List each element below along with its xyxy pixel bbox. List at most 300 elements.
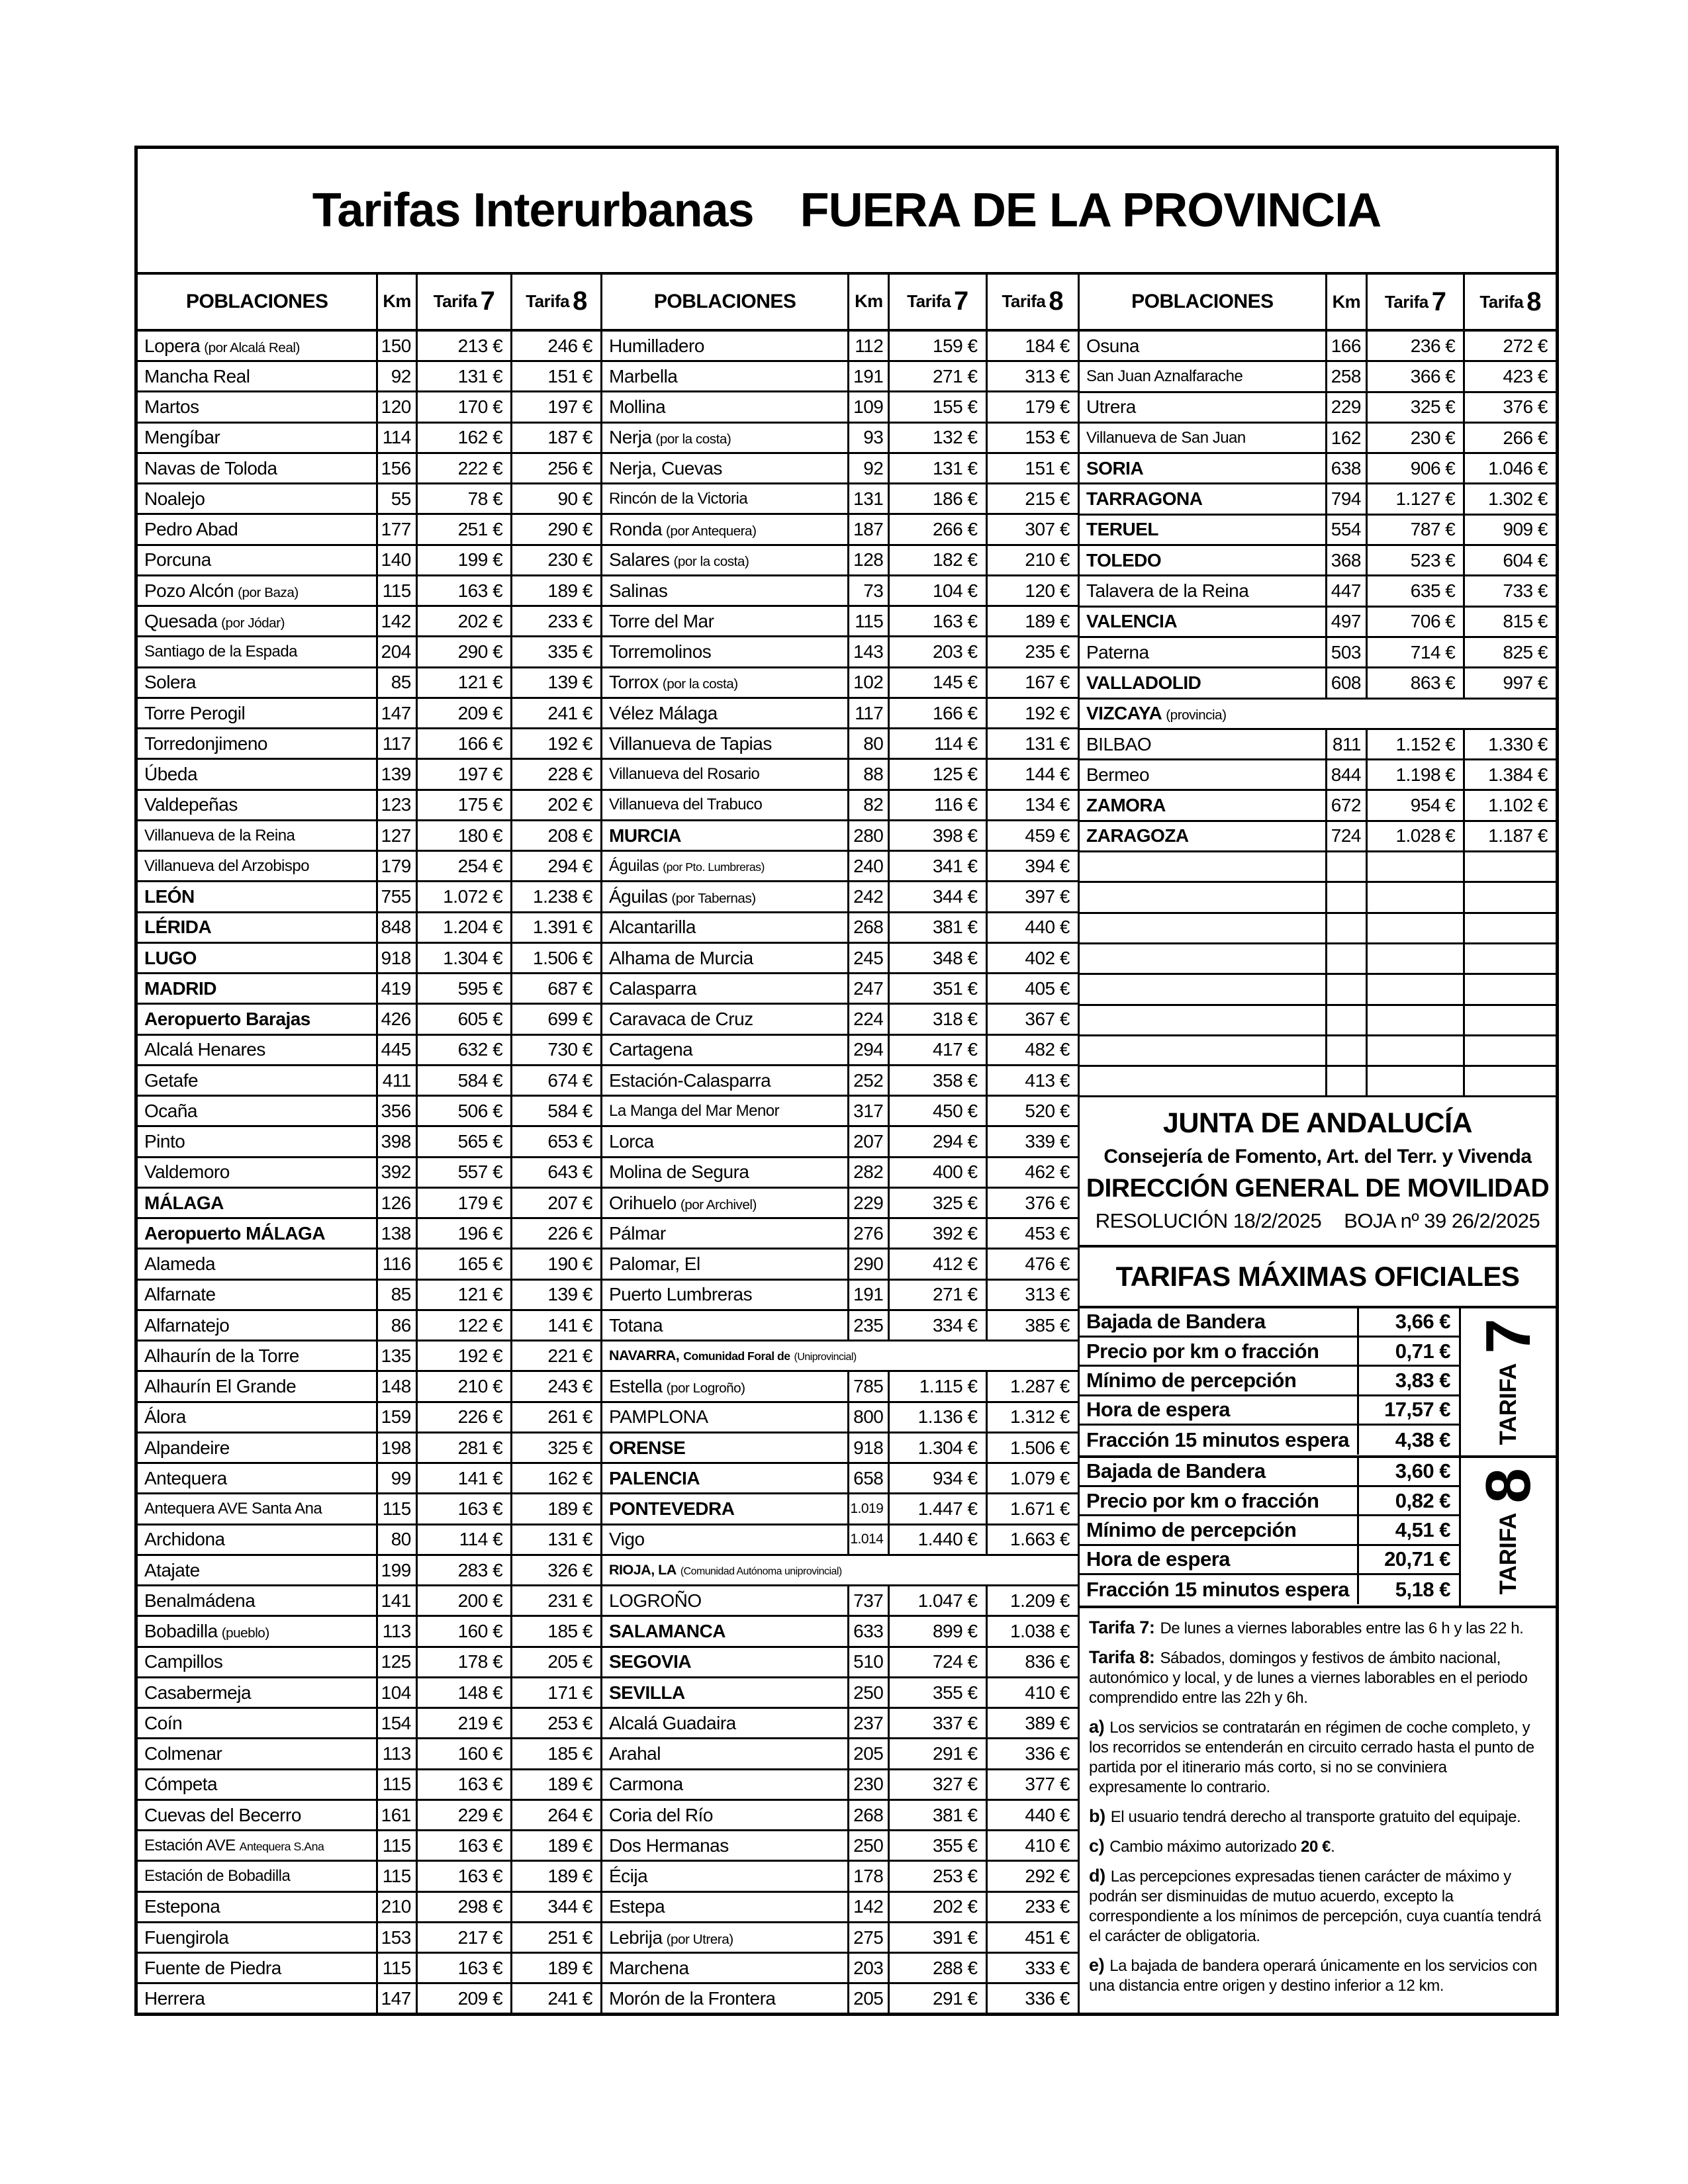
poblacion-name: RIOJA, LA (Comunidad Autónoma uniprovincial) (609, 1562, 842, 1578)
poblacion-name: Vélez Málaga (609, 702, 718, 723)
km-cell (378, 1648, 417, 1676)
tarifa7-cell (418, 1097, 512, 1125)
tarifa8-cell (512, 1189, 600, 1217)
poblacion-name: Carmona (609, 1774, 683, 1795)
poblacion-name: Alhaurín El Grande (144, 1376, 297, 1397)
km-cell (378, 1158, 417, 1187)
tarifa7-value: 166 € (457, 733, 503, 754)
km-cell (849, 1586, 890, 1615)
km-cell (1327, 546, 1368, 574)
tarifa8-value: 189 € (547, 1774, 592, 1795)
tarifa8-cell (512, 362, 600, 390)
poblacion-cell (138, 882, 378, 911)
tarifa7-value: 166 € (932, 702, 978, 723)
tarifa8-cell (512, 332, 600, 360)
tarifa8-value: 476 € (1025, 1253, 1070, 1275)
poblacion-cell (138, 546, 378, 574)
tarifa7-cell (1368, 791, 1465, 819)
poblacion-name: Fuengirola (144, 1927, 229, 1948)
tarifa8-value: 376 € (1503, 396, 1548, 418)
table-row (138, 699, 600, 729)
poblacion-name: Colmenar (144, 1743, 222, 1764)
tarifa7-value: 337 € (932, 1712, 978, 1733)
header-poblaciones: POBLACIONES (1080, 275, 1327, 329)
tarifa7-value: 1.440 € (917, 1529, 978, 1550)
km-value: 117 (382, 733, 411, 754)
poblacion-name: Marbella (609, 365, 678, 387)
km-cell (849, 974, 890, 1003)
poblacion-cell (602, 332, 849, 360)
tarifa7-value: 355 € (932, 1835, 978, 1856)
km-value: 794 (1331, 488, 1361, 510)
tarifa7-value: 899 € (932, 1621, 978, 1642)
poblacion-cell (602, 1831, 849, 1860)
km-cell (378, 424, 417, 452)
km-cell (849, 1893, 890, 1921)
table-row (138, 791, 600, 821)
tarifa7-cell (418, 454, 512, 482)
poblacion-cell (138, 1219, 378, 1248)
tarifa8-value: 909 € (1503, 519, 1548, 540)
km-cell (849, 1739, 890, 1768)
tarifa8-cell (512, 729, 600, 758)
poblacion-cell (1080, 668, 1327, 697)
km-value: 224 (853, 1009, 884, 1030)
km-cell (378, 362, 417, 390)
tarifa7-cell (890, 1250, 987, 1278)
tarifa7-cell (418, 882, 512, 911)
tarifa8-cell (512, 1097, 600, 1125)
header-km: Km (378, 275, 417, 329)
km-value: 153 (381, 1927, 411, 1948)
km-cell (1327, 1036, 1368, 1065)
tarifa8-cell (988, 362, 1078, 390)
tarifa7-value: 197 € (457, 764, 503, 785)
table-row (602, 791, 1078, 821)
poblacion-qualifier: (por Jódar) (221, 615, 285, 631)
table-row (1080, 700, 1556, 730)
km-value: 154 (381, 1712, 411, 1733)
tarifa7-value: 104 € (932, 580, 978, 601)
poblacion-name: Estella (por Logroño) (609, 1376, 745, 1397)
poblacion-cell (138, 1984, 378, 2013)
tarifa8-cell (988, 454, 1078, 482)
tarifa7-value: 325 € (932, 1192, 978, 1213)
tarifa7-cell (890, 1801, 987, 1829)
km-cell (849, 1923, 890, 1952)
tarifa8-value: 462 € (1025, 1161, 1070, 1183)
tarifa7-cell (1368, 1067, 1465, 1095)
poblacion-name: Estación de Bobadilla (144, 1867, 291, 1886)
poblacion-name: Torredonjimeno (144, 733, 267, 754)
tarifa7-cell (418, 1189, 512, 1217)
tarifa7-cell (418, 1648, 512, 1676)
table-row (1080, 1036, 1556, 1067)
km-cell (378, 852, 417, 880)
tarifa7-value: 203 € (932, 641, 978, 662)
tarifa8-value: 1.102 € (1488, 795, 1548, 816)
table-row (138, 1036, 600, 1066)
tarifa8-value: 187 € (547, 427, 592, 448)
tarifa7-value: 179 € (457, 1192, 503, 1213)
tarifa7-cell (1368, 1036, 1465, 1065)
tarifa7-cell (418, 1464, 512, 1492)
km-value: 115 (382, 580, 411, 601)
km-value: 844 (1331, 764, 1361, 785)
rate-row (1080, 1426, 1459, 1455)
tarifa7-value: 557 € (457, 1161, 503, 1183)
table-row (138, 1127, 600, 1158)
tarifa8-value: 235 € (1025, 641, 1070, 662)
km-value: 115 (382, 1774, 411, 1795)
poblacion-qualifier: (por Logroño) (666, 1381, 745, 1396)
poblacion-cell (602, 1250, 849, 1278)
km-value: 115 (382, 1498, 411, 1520)
km-value: 142 (381, 610, 411, 631)
poblacion-name: ORENSE (609, 1437, 686, 1458)
table-row (138, 821, 600, 852)
tarifa7-number: 7 (954, 287, 968, 316)
table-row (138, 1525, 600, 1556)
tarifa7-cell (890, 913, 987, 942)
table-row (602, 974, 1078, 1005)
poblacion-name: Lebrija (por Utrera) (609, 1927, 733, 1948)
km-cell (378, 1342, 417, 1370)
km-value: 411 (382, 1069, 411, 1091)
tarifa7-value: 266 € (932, 519, 978, 540)
km-value: 250 (853, 1682, 884, 1703)
table-row (602, 1342, 1078, 1372)
km-value: 135 (381, 1345, 411, 1366)
tarifa7-cell (418, 821, 512, 850)
tarifa7-cell (1368, 760, 1465, 789)
km-cell (378, 1250, 417, 1278)
tarifa7-cell (890, 546, 987, 574)
poblacion-cell (138, 1097, 378, 1125)
tarifa7-cell (1368, 424, 1465, 452)
tarifa7-value: 523 € (1410, 549, 1456, 570)
table-row (138, 1893, 600, 1923)
tarifa8-cell (988, 882, 1078, 911)
km-value: 510 (853, 1651, 884, 1672)
tarifa7-value: 1.198 € (1395, 764, 1456, 785)
tarifa8-cell (512, 392, 600, 421)
poblacion-cell (1080, 424, 1327, 452)
poblacion-name: Pozo Alcón (por Baza) (144, 580, 299, 601)
tarifa7-cell (890, 974, 987, 1003)
poblacion-cell (138, 974, 378, 1003)
tarifa8-value: 367 € (1025, 1009, 1070, 1030)
poblacion-cell (1080, 822, 1327, 850)
tarifa7-value: 341 € (932, 855, 978, 876)
tarifa7-cell (1368, 883, 1465, 911)
tarifa8-cell (988, 1831, 1078, 1860)
table-row (138, 1801, 600, 1831)
km-value: 252 (853, 1069, 884, 1091)
table-row (138, 974, 600, 1005)
direccion-general-line: DIRECCIÓN GENERAL DE MOVILIDAD (1086, 1173, 1550, 1203)
tarifa8-cell (512, 1066, 600, 1095)
header-km: Km (1327, 275, 1368, 329)
poblacion-cell (138, 1158, 378, 1187)
poblacion-cell (138, 1770, 378, 1799)
tarifa7-value: 906 € (1410, 457, 1456, 478)
tarifa7-cell (418, 974, 512, 1003)
km-cell (849, 1403, 890, 1432)
tarifa7-value: 1.127 € (1395, 488, 1456, 510)
tarifa8-cell (1465, 791, 1556, 819)
tarifa7-cell (890, 791, 987, 819)
tarifa8-value: 1.506 € (1010, 1437, 1070, 1458)
tarifa7-cell (890, 1770, 987, 1799)
tarifa8-value: 179 € (1025, 396, 1070, 418)
km-cell (849, 760, 890, 788)
km-value: 112 (855, 335, 884, 356)
tarifa7-cell (418, 1893, 512, 1921)
poblacion-cell (1080, 546, 1327, 574)
tarifa7-cell (418, 1036, 512, 1064)
tarifa7-value: 160 € (457, 1621, 503, 1642)
table-row (602, 332, 1078, 362)
table-row (138, 362, 600, 392)
km-cell (849, 454, 890, 482)
poblacion-name: Molina de Segura (609, 1161, 749, 1183)
tarifa8-cell (512, 515, 600, 543)
table-row (138, 1281, 600, 1311)
km-cell (378, 668, 417, 697)
tarifa8-cell (988, 1097, 1078, 1125)
tarifa7-cell (890, 1403, 987, 1432)
tarifa7-cell (418, 362, 512, 390)
km-value: 280 (853, 825, 884, 846)
poblacion-name: TERUEL (1086, 519, 1158, 540)
km-value: 205 (853, 1743, 884, 1764)
tarifa8-cell (512, 1311, 600, 1340)
tarifa8-value: 228 € (547, 764, 592, 785)
tarifa7-value: 358 € (932, 1069, 978, 1091)
tarifa8-value: 189 € (547, 1835, 592, 1856)
km-value: 207 (853, 1131, 884, 1152)
tarifa8-cell (512, 974, 600, 1003)
tarifa7-cell (1368, 332, 1465, 360)
poblacion-cell (602, 1494, 849, 1523)
tarifa7-value: 355 € (932, 1682, 978, 1703)
table-row (602, 944, 1078, 974)
table-row (138, 1678, 600, 1709)
poblacion-name: Torremolinos (609, 641, 712, 662)
tarifa7-cell (418, 1954, 512, 1982)
poblacion-cell (138, 699, 378, 727)
tarifa8-value: 376 € (1025, 1192, 1070, 1213)
table-row (1080, 638, 1556, 668)
tarifa8-cell (512, 1556, 600, 1584)
poblacion-cell (602, 1862, 849, 1890)
km-value: 608 (1331, 672, 1361, 693)
tarifa7-cell (418, 1556, 512, 1584)
km-cell (849, 699, 890, 727)
tarifa8-value: 440 € (1025, 1804, 1070, 1825)
tarifa7-cell (890, 1281, 987, 1309)
rate-label: Bajada de Bandera (1080, 1308, 1359, 1336)
tarifa7-number: 7 (480, 287, 495, 316)
table-row (602, 1862, 1078, 1892)
rotated-label (1472, 1318, 1544, 1445)
km-cell (1327, 822, 1368, 850)
poblacion-cell (1080, 608, 1327, 636)
tarifa8-cell (988, 1036, 1078, 1064)
tarifa8-value: 394 € (1025, 855, 1070, 876)
poblacion-name: Villanueva del Trabuco (609, 796, 763, 814)
tarifa7-value: 213 € (457, 335, 503, 356)
km-value: 229 (1331, 396, 1361, 418)
table-row (1080, 914, 1556, 944)
table-row (602, 1770, 1078, 1801)
table-row (1080, 975, 1556, 1005)
tarifa7-value: 724 € (932, 1651, 978, 1672)
tarifa8-cell (988, 1127, 1078, 1156)
poblacion-qualifier: (por la costa) (662, 676, 738, 692)
tarifa7-cell (1368, 362, 1465, 390)
km-cell (1327, 852, 1368, 881)
tarifa8-cell (1465, 975, 1556, 1003)
km-cell (378, 637, 417, 666)
tarifa7-cell (890, 1586, 987, 1615)
tarifa8-cell (1465, 668, 1556, 697)
poblacion-cell (1080, 332, 1327, 360)
km-cell (1327, 668, 1368, 697)
km-value: 811 (1332, 733, 1361, 754)
tarifa8-value: 413 € (1025, 1069, 1070, 1091)
poblacion-name: Calasparra (609, 978, 696, 999)
table-row (138, 1954, 600, 1984)
tarifa7-value: 209 € (457, 702, 503, 723)
tarifa8-number: 8 (1526, 287, 1541, 316)
km-value: 131 (853, 488, 884, 509)
tarifa8-cell (988, 1984, 1078, 2013)
tarifa8-rates-table (1080, 1458, 1556, 1608)
table-row (602, 1494, 1078, 1525)
tarifa8-value: 246 € (547, 335, 592, 356)
tarifa8-cell (1465, 730, 1556, 758)
tarifa8-cell (988, 1464, 1078, 1492)
poblacion-cell (138, 484, 378, 513)
tarifa7-cell (1368, 668, 1465, 697)
document-frame (134, 146, 1559, 2016)
poblacion-cell (602, 668, 849, 697)
km-cell (849, 1433, 890, 1462)
tarifa8-cell (512, 1127, 600, 1156)
poblacion-cell (602, 1281, 849, 1309)
km-cell (378, 1801, 417, 1829)
km-cell (849, 1831, 890, 1860)
km-value: 268 (853, 1804, 884, 1825)
table-row (602, 913, 1078, 944)
poblacion-name: Alhama de Murcia (609, 947, 753, 968)
table-row (602, 392, 1078, 423)
tarifa8-cell (988, 424, 1078, 452)
poblacion-cell (602, 515, 849, 543)
tarifa8-cell (988, 1372, 1078, 1400)
tarifa7-value: 298 € (457, 1896, 503, 1917)
tarifa8-value: 410 € (1025, 1682, 1070, 1703)
poblacion-subtitle: Comunidad Foral de (683, 1349, 790, 1363)
table-row (602, 1189, 1078, 1219)
tarifa7-value: 132 € (932, 427, 978, 448)
tarifa7-value: 318 € (932, 1009, 978, 1030)
tarifa7-cell (890, 1219, 987, 1248)
table-row (138, 852, 600, 882)
poblacion-cell (1080, 576, 1327, 605)
rate-row (1080, 1516, 1459, 1545)
km-cell (849, 1066, 890, 1095)
tarifa8-cell (512, 760, 600, 788)
km-value: 191 (853, 1284, 884, 1305)
tarifa8-cell (988, 1586, 1078, 1615)
table-row (138, 1648, 600, 1678)
table-row (602, 668, 1078, 699)
km-cell (378, 974, 417, 1003)
tarifa8-cell (512, 1678, 600, 1707)
poblacion-cell (138, 1403, 378, 1432)
tarifa-label: Tarifa (1479, 291, 1524, 312)
poblacion-name: Aeropuerto Barajas (144, 1009, 310, 1030)
tarifa7-value: 954 € (1410, 795, 1456, 816)
tarifa8-value: 335 € (547, 641, 592, 662)
km-value: 419 (381, 978, 411, 999)
tarifa7-cell (890, 1097, 987, 1125)
km-value: 127 (381, 825, 411, 846)
poblacion-name: TOLEDO (1086, 549, 1162, 570)
km-cell (849, 1709, 890, 1737)
km-value: 554 (1331, 519, 1361, 540)
tarifa7-cell (890, 1494, 987, 1523)
tarifa8-cell (1465, 760, 1556, 789)
poblacion-name: Mengíbar (144, 427, 220, 448)
poblacion-cell (602, 1801, 849, 1829)
tarifa7-value: 78 € (467, 488, 503, 509)
poblacion-cell (1080, 944, 1327, 973)
poblacion-name: Mollina (609, 396, 666, 418)
km-cell (1327, 791, 1368, 819)
tarifa7-value: 1.304 € (917, 1437, 978, 1458)
tarifa8-value: 290 € (547, 519, 592, 540)
tarifa7-value: 253 € (932, 1866, 978, 1887)
tarifa7-cell (890, 637, 987, 666)
tarifa7-cell (1368, 454, 1465, 482)
poblacion-name: Arahal (609, 1743, 661, 1764)
tarifa8-value: 836 € (1025, 1651, 1070, 1672)
km-cell (849, 791, 890, 819)
table-row (138, 1464, 600, 1494)
km-cell (378, 1281, 417, 1309)
poblacion-cell (602, 484, 849, 513)
poblacion-cell (602, 1525, 849, 1554)
poblacion-cell (602, 1739, 849, 1768)
tarifa8-value: 189 € (547, 1957, 592, 1978)
poblacion-name: Archidona (144, 1529, 225, 1550)
km-value: 162 (1331, 427, 1361, 448)
poblacion-cell (602, 1189, 849, 1217)
column-group (602, 275, 1080, 2015)
km-cell (849, 1036, 890, 1064)
tarifa7-cell (418, 1923, 512, 1952)
poblacion-cell (138, 1342, 378, 1370)
tarifa8-cell (1465, 546, 1556, 574)
table-row (602, 1525, 1078, 1556)
tarifa7-value: 114 € (934, 733, 978, 754)
table-row (138, 332, 600, 362)
table-row (1080, 1006, 1556, 1036)
